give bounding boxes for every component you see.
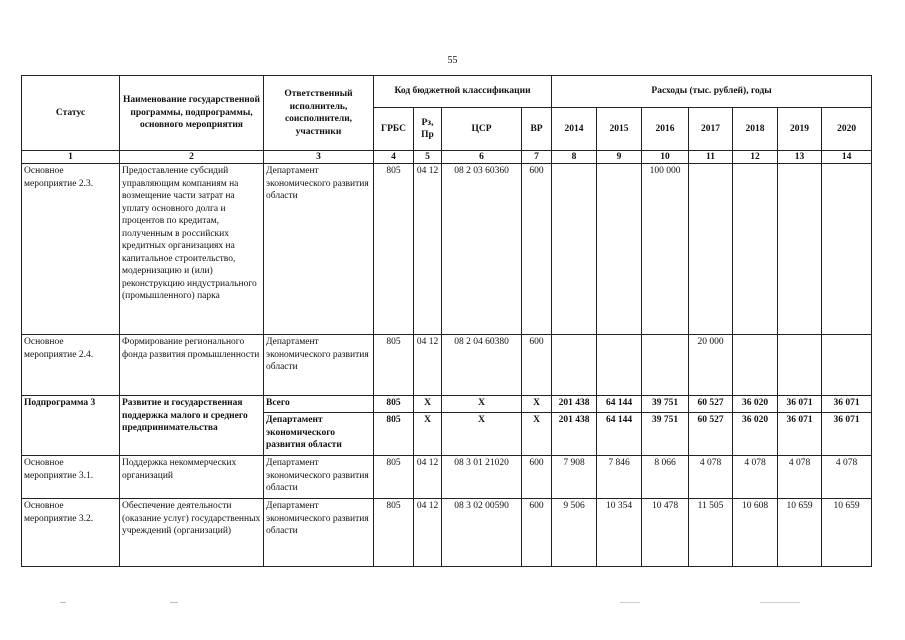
row-value: 11 505 — [689, 499, 733, 567]
row-value: 36 071 — [822, 396, 872, 413]
row-vr: 600 — [522, 456, 552, 499]
row-vr: X — [522, 413, 552, 456]
column-number: 11 — [689, 151, 733, 164]
header-year: 2020 — [822, 108, 872, 151]
row-name: Формирование регионального фонда развития промышленности — [120, 335, 264, 396]
row-rzpr: X — [414, 413, 442, 456]
row-status: Подпрограмма 3 — [22, 396, 120, 456]
row-csr: 08 3 01 21020 — [442, 456, 522, 499]
header-year: 2015 — [597, 108, 642, 151]
row-value: 201 438 — [552, 413, 597, 456]
row-value: 7 908 — [552, 456, 597, 499]
column-number: 3 — [264, 151, 374, 164]
header-csr: ЦСР — [442, 108, 522, 151]
row-name: Поддержка некоммерческих организаций — [120, 456, 264, 499]
row-vr: 600 — [522, 499, 552, 567]
header-budget-code: Код бюджетной классификации — [374, 76, 552, 108]
row-csr: 08 2 04 60380 — [442, 335, 522, 396]
column-number: 12 — [733, 151, 778, 164]
column-number: 1 — [22, 151, 120, 164]
header-responsible: Ответственный исполнитель, соисполнители, участники — [264, 76, 374, 151]
row-name: Обеспечение деятельности (оказание услуг) государственных учреждений (организаций) — [120, 499, 264, 567]
row-value: 4 078 — [689, 456, 733, 499]
row-value: 64 144 — [597, 413, 642, 456]
column-number: 2 — [120, 151, 264, 164]
row-rzpr: 04 12 — [414, 164, 442, 335]
row-value — [778, 164, 822, 335]
row-status: Основное мероприятие 2.3. — [22, 164, 120, 335]
row-value — [552, 164, 597, 335]
row-vr: X — [522, 396, 552, 413]
column-number: 14 — [822, 151, 872, 164]
row-value: 4 078 — [822, 456, 872, 499]
column-number: 9 — [597, 151, 642, 164]
row-value: 39 751 — [642, 396, 689, 413]
row-grbs: 805 — [374, 413, 414, 456]
budget-table — [21, 75, 872, 567]
row-name: Развитие и государственная поддержка малого и среднего предпринимательства — [120, 396, 264, 456]
row-value: 4 078 — [733, 456, 778, 499]
row-value — [597, 335, 642, 396]
header-status: Статус — [22, 76, 120, 151]
table-row — [22, 164, 872, 335]
header-year: 2019 — [778, 108, 822, 151]
row-value: 10 608 — [733, 499, 778, 567]
header-grbs: ГРБС — [374, 108, 414, 151]
header-name: Наименование государственной программы, подпрограммы, основного мероприятия — [120, 76, 264, 151]
row-grbs: 805 — [374, 396, 414, 413]
row-value — [733, 164, 778, 335]
header-expenses: Расходы (тыс. рублей), годы — [552, 76, 872, 108]
row-value — [822, 335, 872, 396]
row-value: 4 078 — [778, 456, 822, 499]
column-number: 10 — [642, 151, 689, 164]
table-row — [22, 396, 872, 413]
row-value: 36 020 — [733, 396, 778, 413]
row-value: 10 354 — [597, 499, 642, 567]
header-rzpr: Рз, Пр — [414, 108, 442, 151]
column-number: 7 — [522, 151, 552, 164]
row-responsible: Департамент экономического развития области — [264, 164, 374, 335]
row-rzpr: X — [414, 396, 442, 413]
row-rzpr: 04 12 — [414, 335, 442, 396]
column-number: 4 — [374, 151, 414, 164]
row-value — [822, 164, 872, 335]
row-value — [642, 335, 689, 396]
row-value — [733, 335, 778, 396]
column-number-row — [22, 151, 872, 164]
table-row — [22, 335, 872, 396]
page-number: 55 — [447, 55, 458, 66]
row-value — [689, 164, 733, 335]
row-value: 60 527 — [689, 396, 733, 413]
row-grbs: 805 — [374, 335, 414, 396]
column-number: 8 — [552, 151, 597, 164]
header-year: 2017 — [689, 108, 733, 151]
row-csr: X — [442, 396, 522, 413]
row-value: 10 659 — [822, 499, 872, 567]
row-responsible: Всего — [264, 396, 374, 413]
row-csr: 08 2 03 60360 — [442, 164, 522, 335]
row-rzpr: 04 12 — [414, 456, 442, 499]
column-number: 5 — [414, 151, 442, 164]
row-csr: 08 3 02 00590 — [442, 499, 522, 567]
column-number: 13 — [778, 151, 822, 164]
row-value: 100 000 — [642, 164, 689, 335]
row-value — [778, 335, 822, 396]
scan-artifacts — [60, 601, 860, 604]
row-value: 36 020 — [733, 413, 778, 456]
row-vr: 600 — [522, 335, 552, 396]
row-value: 9 506 — [552, 499, 597, 567]
row-grbs: 805 — [374, 164, 414, 335]
row-value: 64 144 — [597, 396, 642, 413]
column-number: 6 — [442, 151, 522, 164]
row-value: 36 071 — [778, 396, 822, 413]
row-status: Основное мероприятие 3.1. — [22, 456, 120, 499]
row-grbs: 805 — [374, 456, 414, 499]
row-vr: 600 — [522, 164, 552, 335]
row-value: 36 071 — [822, 413, 872, 456]
header-year: 2014 — [552, 108, 597, 151]
row-grbs: 805 — [374, 499, 414, 567]
row-value: 20 000 — [689, 335, 733, 396]
row-value: 39 751 — [642, 413, 689, 456]
row-value — [597, 164, 642, 335]
row-value: 201 438 — [552, 396, 597, 413]
table-row — [22, 499, 872, 567]
row-name: Предоставление субсидий управляющим компаниям на возмещение части затрат на уплату основного долга и процентов по кредитам, полученным в российских кредитных организациях на капитальное строительство, модернизацию и (или) реконструкцию индустриального (промышленного) парка — [120, 164, 264, 335]
row-csr: X — [442, 413, 522, 456]
row-responsible: Департамент экономического развития области — [264, 413, 374, 456]
header-vr: ВР — [522, 108, 552, 151]
row-responsible: Департамент экономического развития области — [264, 335, 374, 396]
row-status: Основное мероприятие 2.4. — [22, 335, 120, 396]
row-rzpr: 04 12 — [414, 499, 442, 567]
table-row — [22, 456, 872, 499]
row-status: Основное мероприятие 3.2. — [22, 499, 120, 567]
row-responsible: Департамент экономического развития области — [264, 499, 374, 567]
row-value: 7 846 — [597, 456, 642, 499]
row-value: 36 071 — [778, 413, 822, 456]
header-year: 2016 — [642, 108, 689, 151]
row-value: 10 659 — [778, 499, 822, 567]
row-value — [552, 335, 597, 396]
row-responsible: Департамент экономического развития области — [264, 456, 374, 499]
header-year: 2018 — [733, 108, 778, 151]
row-value: 60 527 — [689, 413, 733, 456]
row-value: 10 478 — [642, 499, 689, 567]
row-value: 8 066 — [642, 456, 689, 499]
